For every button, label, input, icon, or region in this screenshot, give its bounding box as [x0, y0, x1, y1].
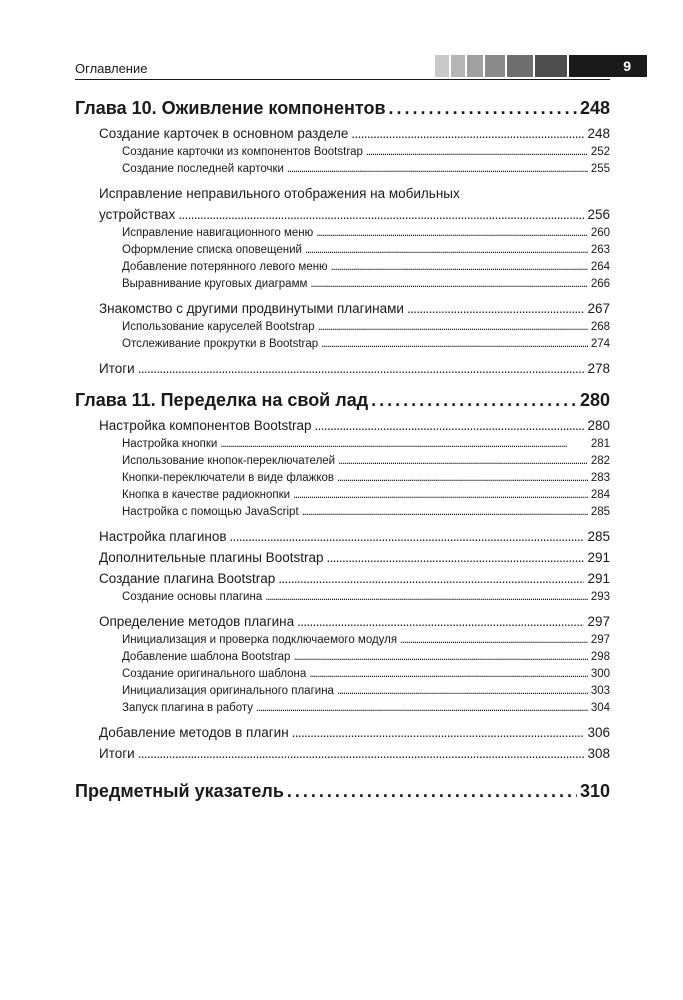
leader-dots — [315, 415, 585, 436]
strip-block — [535, 55, 567, 77]
leader-dots — [178, 204, 584, 225]
toc-title: Настройка компонентов Bootstrap — [99, 418, 312, 433]
toc-title: Отслеживание прокрутки в Bootstrap — [122, 338, 319, 350]
toc-subsection[interactable] — [122, 470, 610, 487]
toc-page: 284 — [590, 489, 610, 501]
toc-section[interactable] — [99, 415, 610, 436]
toc-page: 255 — [590, 163, 610, 175]
toc-title: Создание основы плагина — [122, 591, 263, 603]
toc-page: 297 — [587, 614, 610, 629]
toc-subsection[interactable] — [122, 242, 610, 259]
leader-dots — [337, 683, 588, 700]
toc-page: 282 — [590, 455, 610, 467]
toc-subsection[interactable] — [122, 589, 610, 606]
leader-dots — [265, 589, 588, 606]
leader-dots — [138, 743, 585, 764]
toc-title: Глава 11. Переделка на свой лад — [75, 390, 369, 410]
toc-title: Исправление навигационного меню — [122, 227, 314, 239]
page-number: 9 — [623, 58, 631, 74]
leader-dots — [331, 259, 588, 276]
toc-page: 310 — [579, 781, 610, 801]
toc-page: 248 — [587, 126, 610, 141]
toc-page: 298 — [590, 651, 610, 663]
leader-dots — [407, 298, 585, 319]
toc-section[interactable] — [99, 123, 610, 144]
toc-subsection[interactable] — [122, 144, 610, 161]
toc-page: 274 — [590, 338, 610, 350]
toc-page: 281 — [590, 438, 610, 450]
toc-page: 304 — [590, 702, 610, 714]
leader-dots — [389, 93, 577, 123]
toc-title: Инициализация и проверка подключаемого модуля — [122, 634, 398, 646]
toc-subsection[interactable] — [122, 319, 610, 336]
toc-section[interactable] — [99, 722, 610, 743]
toc-title: устройствах — [99, 207, 176, 222]
toc-title: Кнопки-переключатели в виде флажков — [122, 472, 335, 484]
toc-page: 300 — [590, 668, 610, 680]
leader-dots — [293, 487, 588, 504]
toc-subsection[interactable] — [122, 683, 610, 700]
toc-title: Кнопка в качестве радиокнопки — [122, 489, 291, 501]
toc-subsection[interactable] — [122, 225, 610, 242]
toc-title: Настройка с помощью JavaScript — [122, 506, 299, 518]
leader-dots — [318, 319, 588, 336]
toc-title: Выравнивание круговых диаграмм — [122, 278, 308, 290]
toc-title: Инициализация оригинального плагина — [122, 685, 334, 697]
toc-section[interactable] — [99, 547, 610, 568]
leader-dots — [371, 385, 577, 415]
toc-title: Настройка плагинов — [99, 529, 227, 544]
toc-title: Добавление шаблона Bootstrap — [122, 651, 291, 663]
toc-title: Настройка кнопки — [122, 438, 218, 450]
strip-block — [485, 55, 505, 77]
toc-page: 256 — [587, 207, 610, 222]
toc-title: Использование кнопок-переключателей — [122, 455, 336, 467]
toc-subsection[interactable] — [122, 504, 610, 521]
toc-page: 308 — [587, 746, 610, 761]
toc-section[interactable] — [99, 568, 610, 589]
toc-index[interactable] — [75, 776, 610, 806]
toc-subsection[interactable] — [122, 487, 610, 504]
leader-dots — [287, 161, 588, 178]
leader-dots — [309, 666, 588, 683]
toc-page: 266 — [590, 278, 610, 290]
toc-page: 267 — [587, 301, 610, 316]
toc-section-line1[interactable]: Исправление неправильного отображения на мобильных — [99, 186, 460, 201]
toc-page: 293 — [590, 591, 610, 603]
leader-dots — [297, 611, 584, 632]
leader-dots — [138, 358, 585, 379]
toc-title: Использование каруселей Bootstrap — [122, 321, 315, 333]
toc-page: 260 — [590, 227, 610, 239]
toc-title: Добавление потерянного левого меню — [122, 261, 328, 273]
header-gradient-strip — [435, 55, 647, 77]
toc-page: 291 — [587, 571, 610, 586]
leader-dots — [287, 776, 577, 806]
toc-subsection[interactable] — [122, 700, 610, 717]
leader-dots — [400, 632, 588, 649]
toc-page: 248 — [579, 98, 610, 118]
toc-title: Дополнительные плагины Bootstrap — [99, 550, 324, 565]
leader-dots — [302, 504, 588, 521]
leader-dots — [337, 470, 588, 487]
toc-section[interactable] — [99, 743, 610, 764]
toc-section[interactable] — [99, 358, 610, 379]
toc-title: Оформление списка оповещений — [122, 244, 302, 256]
toc-page: 264 — [590, 261, 610, 273]
leader-dots — [366, 144, 588, 161]
toc-subsection[interactable] — [122, 276, 610, 293]
toc-page: 252 — [590, 146, 610, 158]
toc-page: 291 — [587, 550, 610, 565]
toc-title: Создание карточки из компонентов Bootstrap — [122, 146, 363, 158]
leader-dots — [278, 568, 584, 589]
strip-block — [451, 55, 465, 77]
toc-page: 263 — [590, 244, 610, 256]
leader-dots — [338, 453, 588, 470]
toc-title: Создание последней карточки — [122, 163, 284, 175]
strip-block — [467, 55, 483, 77]
running-title: Оглавление — [75, 61, 148, 76]
strip-block — [435, 55, 449, 77]
leader-dots — [292, 722, 585, 743]
table-of-contents — [75, 93, 610, 806]
leader-dots — [305, 242, 588, 259]
toc-page: 283 — [590, 472, 610, 484]
leader-dots — [316, 225, 588, 242]
leader-dots — [351, 123, 584, 144]
toc-title: Предметный указатель — [75, 781, 284, 801]
toc-title: Глава 10. Оживление компонентов — [75, 98, 386, 118]
leader-dots — [310, 276, 587, 293]
toc-page: 280 — [579, 390, 610, 410]
toc-page: 280 — [587, 418, 610, 433]
page-header — [75, 55, 631, 79]
toc-title: Создание карточек в основном разделе — [99, 126, 349, 141]
strip-block — [507, 55, 533, 77]
toc-page: 285 — [587, 529, 610, 544]
toc-page: 278 — [587, 361, 610, 376]
toc-section[interactable] — [99, 526, 610, 547]
toc-title: Знакомство с другими продвинутыми плагинами — [99, 301, 404, 316]
toc-page: 297 — [590, 634, 610, 646]
leader-dots — [256, 700, 588, 717]
toc-subsection[interactable] — [122, 666, 610, 683]
toc-chapter[interactable] — [75, 93, 610, 123]
leader-dots — [326, 547, 584, 568]
leader-dots — [321, 336, 588, 353]
header-rule — [75, 79, 610, 80]
toc-subsection[interactable] — [122, 649, 610, 666]
toc-title: Запуск плагина в работу — [122, 702, 254, 714]
toc-subsection[interactable] — [122, 161, 610, 178]
toc-title: Определение методов плагина — [99, 614, 295, 629]
toc-section[interactable] — [99, 204, 610, 225]
leader-dots — [293, 649, 587, 666]
toc-subsection[interactable] — [122, 453, 610, 470]
toc-page: 306 — [587, 725, 610, 740]
page-number-box — [569, 55, 647, 77]
leader-dots — [230, 526, 585, 547]
toc-section[interactable] — [99, 611, 610, 632]
toc-page: 268 — [590, 321, 610, 333]
toc-subsection[interactable] — [122, 632, 610, 649]
leader-dots — [220, 436, 588, 453]
toc-title: Создание оригинального шаблона — [122, 668, 307, 680]
toc-chapter[interactable] — [75, 385, 610, 415]
toc-subsection[interactable] — [122, 259, 610, 276]
toc-title: Создание плагина Bootstrap — [99, 571, 276, 586]
toc-title: Итоги — [99, 361, 135, 376]
toc-page: 303 — [590, 685, 610, 697]
toc-section[interactable] — [99, 298, 610, 319]
toc-title: Добавление методов в плагин — [99, 725, 289, 740]
toc-title: Итоги — [99, 746, 135, 761]
toc-subsection[interactable] — [122, 336, 610, 353]
toc-page: 285 — [590, 506, 610, 518]
toc-subsection[interactable] — [122, 436, 610, 453]
